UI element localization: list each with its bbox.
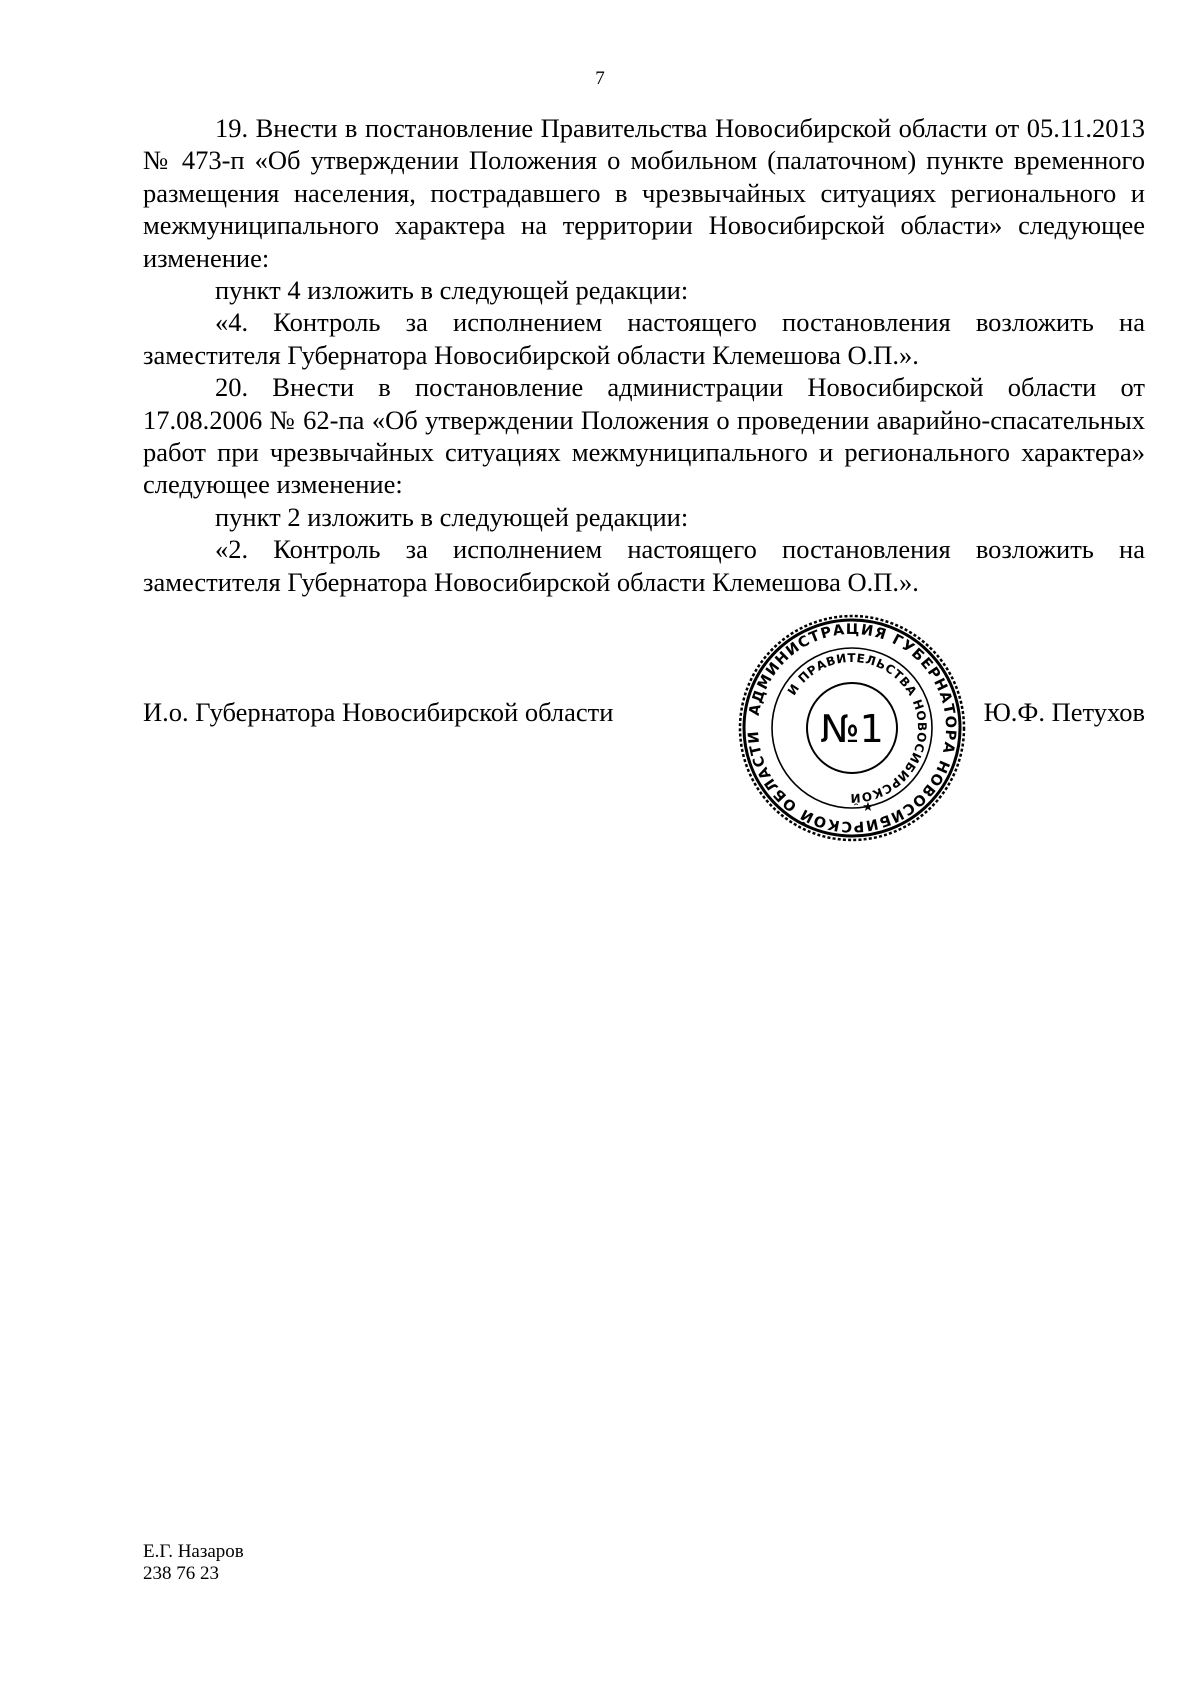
paragraph-20: 20. Внести в постановление администрации Новосибирской области от 17.08.2006 № 62-па «Об утверждении Положения о проведении аварийно-спасательных работ при чрезвычайных ситуациях межмуниципального и регионального характера» следующее изменение: [143, 372, 1145, 500]
signatory-position: И.о. Губернатора Новосибирской области [143, 697, 614, 727]
official-seal [737, 613, 967, 843]
page-number: 7 [595, 68, 605, 89]
executor-name: Е.Г. Назаров [143, 1541, 244, 1562]
document-body [143, 112, 1145, 598]
signature-block [143, 696, 1145, 736]
seal-outer-text: АДМИНИСТРАЦИЯ ГУБЕРНАТОРА НОВОСИБИРСКОЙ ОБЛАСТИ [745, 621, 959, 835]
executor-phone: 238 76 23 [143, 1563, 219, 1584]
seal-icon [737, 613, 967, 843]
executor-note [143, 1541, 244, 1585]
signatory-name: Ю.Ф. Петухов [983, 697, 1145, 727]
seal-star-icon: ★ [862, 800, 874, 815]
paragraph-19: 19. Внести в постановление Правительства Новосибирской области от 05.11.2013 № 473-п «Об утверждении Положения о мобильном (палаточном) пункте временного размещения населения, пострадавшего в чрезвычайных ситуациях регионального и межмуниципального характера на территории Новосибирской области» следующее изменение: [143, 113, 1145, 273]
paragraph-19-quote: «4. Контроль за исполнением настоящего постановления возложить на заместителя Губернатора Новосибирской области Клемешова О.П.». [143, 307, 1145, 370]
paragraph-20-quote: «2. Контроль за исполнением настоящего постановления возложить на заместителя Губернатора Новосибирской области Клемешова О.П.». [143, 534, 1145, 597]
seal-inner-text: И ПРАВИТЕЛЬСТВА НОВОСИБИРСКОЙ [784, 650, 930, 806]
paragraph-20-item: пункт 2 изложить в следующей редакции: [215, 501, 689, 532]
seal-center-number: №1 [820, 707, 884, 751]
paragraph-19-item: пункт 4 изложить в следующей редакции: [215, 275, 689, 306]
